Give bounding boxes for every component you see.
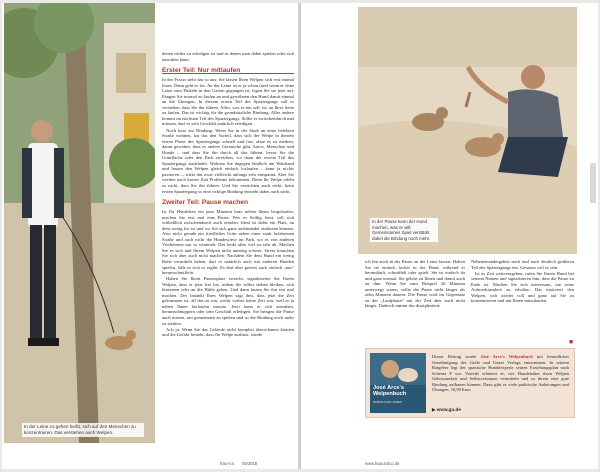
paragraph: Nebeneinandergehen nach und nach deutlich größeren Teil des Spaziergangs ein. Genauso soll es sein.	[471, 259, 574, 270]
book-info-text	[432, 354, 569, 393]
book-cover-title: José Arce's Welpenbuch	[373, 385, 407, 398]
intro-paragraph: denen nichts zu erledigen ist und in denen man dabei spielen oder sich ausruhen kann.	[162, 51, 294, 62]
photo-illustration	[358, 7, 577, 254]
folio-url: www.frauundco.de	[365, 461, 400, 466]
folio-magazine: frau+co	[220, 461, 235, 466]
left-text-column	[162, 51, 294, 441]
book-cover	[370, 353, 426, 413]
paragraph: Haben Sie Ihren Pausenplatz erreicht, signalisieren Sie Ihrem Welpen, dass er jetzt frei hat, indem Sie selbst stehen bleiben, sich hinsetzen oder an die Hüfte gehen. Und dann lassen Sie ihn erst mal machen. Der Instinkt Ihres Welpen sagt ihm, dass jetzt die Zeit gekommen ist, all das zu tun, wofür vorher keine Zeit war, weil er ja neben Ihnen herlaufen musste. Jetzt kann er sich ausruhen, herumschnuppern oder sein Geschäft erledigen. Sie bringen die Pause auch nutzen, um gemeinsam zu spielen und so die Bindung noch mehr zu stärken.	[162, 276, 294, 326]
photo-caption-right: In der Pause kann der Hund machen, was er will. Gemeinsames Spiel verstärkt dabei die Bindung noch mehr.	[370, 218, 438, 242]
book-info-text-b: mit freundlicher Genehmigung des Gräfe und Unzer Verlags entnommen. In seinem Ratgeber legt der spanische Hundeexperte seinen Erziehungsplan nach Schema F vor. Vorteile erläutert er, wie Hundehalter ihren Welpen Gehorsamkeit und Selbstvertrauen vermitteln und so ihrem eine gute Bindung aufbauen können. Dazu gibt es viele praktische Anleitungen und Übungen. 16,99 Euro	[432, 354, 569, 393]
paragraph: Ist Ihr Hündchen ein paar Minuten brav neben Ihnen hergelaufen, machen Sie erst mal eine Pause. Wer es fleißig lernt, soll sich schließlich zwischendurch auch erholen. Ideal ist dafür ein Platz, an dem wenig los ist und wo Sie sich ganz aufeinander einlassen können. Also nicht gerade ein friedliches Grün neben einer stark befahrenen Straße und auch nicht die Hundewiese im Park, wo es von anderen Vierbeinern nur so wimmelt. Das lenkt alles viel zu sehr ab. Machen Sie es sich und Ihrem Welpen nicht unnötig schwer. Stress brauchen Sie sich aber auch nicht machen: Nachdem Sie dem Hund ein wenig Ruhe vermittelt haben, darf er natürlich auch mit anderen Hunden spielen, falls es sich so ergibt. Es darf aber gewiss auch einfach „nur“ herumschnüffeln.	[162, 209, 294, 276]
section-heading-1: Erster Teil: Nur mitlaufen	[162, 67, 241, 75]
book-cover-photo-icon	[370, 353, 426, 385]
photo-caption-left: In der Leine zu gehen heißt, sich auf den Menschen zu konzentrieren. Das verstehen auch Welpen.	[22, 423, 144, 437]
paragraph: Ach ja: Wenn Sie das Gelände nicht komplett überschauen können und die Gefahr besteht, dass Ihr Welpe ausbüxt, würde	[162, 326, 294, 338]
book-info-text-bold: José Arce's Welpenbuch	[480, 354, 533, 359]
page-edge-tab	[590, 163, 596, 203]
publisher-link[interactable]: ▶ www.gu.de	[432, 407, 461, 412]
end-mark-icon: ◼	[569, 339, 574, 345]
paragraph: ich ihn auch in der Pause an der Leine lassen. Halten Sie sie einfach locker in der Hand, während er herumläuft, schnüffelt oder spielt. Sie ist einfach da und ganz normal. Sie gehört zu Ihnen und damit auch zu ihm. Wenn Sie zum Beispiel 20 Minuten unterwegs waren, sollte die Pause nicht länger als zehn Minuten dauern. Die Pause wird im Gegensatz zu der „Laufphase“ mit der Zeit aber auch nicht länger. Dadurch nimmt das disziplinierte	[365, 259, 465, 309]
left-page	[2, 3, 298, 469]
book-info-box	[365, 348, 575, 418]
man-with-puppy-photo	[4, 3, 155, 443]
book-cover-publisher: GRÄFE UND UNZER	[373, 400, 402, 404]
paragraph: Noch kurz zur Bindung: Wenn Sie in der Stadt an einer belebten Straße wohnen, hat das den Vorteil, dass sich der Welpe in diesem ersten Phase des Spaziergangs schnell und fast, ohne es zu merken, daran gewöhnt, dass es andere Geräusche gibt, Autos, Menschen und Hunde – und dass Sie ihn durch all das führen, bevor Sie die Grünfläche oder den Park erreichen, wo dann der zweite Teil des Spaziergangs stattfindet. Wohnen Sie dagegen ländlich am Waldrand und lassen den Welpen gleich einfach loslaufen – kann ja nichts passieren –, wirkt das zwar vielleicht anfangs sehr entspannt. Aber Sie werden nach kurzer Zeit Probleme bekommen. Denn Ihr Welpe erlebt so nicht, dass Sie ihn führen. Und Sie verzichten auch nicht, beim ersten Spaziergang so eine richtige Bindung entsteht dabei auch nicht.	[162, 127, 294, 194]
right-page	[301, 3, 598, 469]
book-info-text-a: Dieser Beitrag wurde	[432, 354, 481, 359]
paragraph: Ist es Zeit weiterzugehen, rufen Sie Ihrem Hund bei seinem Namen und signalisieren ihm, dass die Pause zu Ende ist. Machen Sie sich interessant, um seine Aufmerksamkeit zu erhalten. Das motiviert den Welpen, sich wieder voll und ganz auf Sie zu konzentrieren und mit Ihnen mitzulaufen.	[471, 270, 574, 304]
folio-date: 05/2018	[242, 461, 258, 466]
paragraph: In der Praxis sieht das so aus: Sie lassen Ihren Welpen sich erst einmal lösen. Dann geht es los. An der Leine ist er ja schon (und wenn er ohne Leine zum Pinkeln in den Garten gegangen ist, legen Sie sie jetzt an). Fangen Sie normal zu laufen an und gewöhnen den Hund damit einmal an die Übungen. In diesem ersten Teil des Spaziergangs soll er verstehen, dass Sie ihn führen. Alles, was er tun soll, ist, an Ihrer Seite zu laufen. Das ist wichtig für die grundsätzliche Bindung. Alles andere kommt im nächsten Teil des Spaziergangs. Sollte er zwischendurch mal müssen, darf er sein Geschäft natürlich erledigen.	[162, 77, 294, 127]
right-text-column-1	[365, 259, 465, 347]
man-with-puppies-photo	[358, 7, 577, 254]
right-text-column-2	[471, 259, 574, 347]
photo-illustration	[4, 3, 155, 443]
section-heading-2: Zweiter Teil: Pause machen	[162, 199, 248, 207]
